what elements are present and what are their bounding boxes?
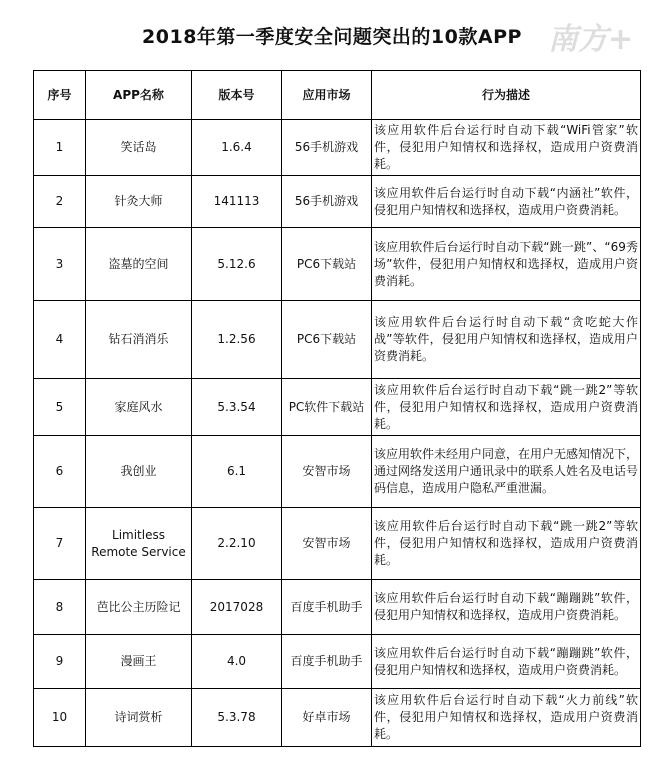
row-version: 2.2.10 (192, 508, 282, 580)
row-app-name: 漫画王 (86, 635, 192, 689)
table-header-row (34, 71, 641, 120)
app-table (33, 70, 641, 747)
row-version: 141113 (192, 176, 282, 228)
row-app-name: 诗词赏析 (86, 689, 192, 747)
row-no: 8 (34, 580, 86, 635)
header-market: 应用市场 (282, 71, 372, 120)
row-market: PC6下载站 (282, 301, 372, 379)
row-app-name: 我创业 (86, 436, 192, 508)
row-market: 百度手机助手 (282, 635, 372, 689)
row-no: 6 (34, 436, 86, 508)
row-no: 2 (34, 176, 86, 228)
row-description: 该应用软件后台运行时自动下载“跳一跳2”等软件，侵犯用户知情权和选择权，造成用户资费消耗。 (372, 379, 641, 436)
row-version: 4.0 (192, 635, 282, 689)
table-row (34, 120, 641, 176)
row-no: 9 (34, 635, 86, 689)
watermark-logo: 南方+ (548, 22, 634, 57)
table-row (34, 580, 641, 635)
table-row (34, 508, 641, 580)
table-row (34, 176, 641, 228)
row-app-name: 芭比公主历险记 (86, 580, 192, 635)
row-app-name: 钻石消消乐 (86, 301, 192, 379)
row-description: 该应用软件未经用户同意，在用户无感知情况下，通过网络发送用户通讯录中的联系人姓名及电话号码信息，造成用户隐私严重泄漏。 (372, 436, 641, 508)
row-version: 1.2.56 (192, 301, 282, 379)
row-version: 2017028 (192, 580, 282, 635)
row-description: 该应用软件后台运行时自动下载“内涵社”软件，侵犯用户知情权和选择权，造成用户资费消耗。 (372, 176, 641, 228)
row-description: 该应用软件后台运行时自动下载“火力前线”软件，侵犯用户知情权和选择权，造成用户资费消耗。 (372, 689, 641, 747)
row-version: 5.12.6 (192, 228, 282, 301)
row-no: 3 (34, 228, 86, 301)
row-description: 该应用软件后台运行时自动下载“贪吃蛇大作战”等软件，侵犯用户知情权和选择权，造成用户资费消耗。 (372, 301, 641, 379)
header-no: 序号 (34, 71, 86, 120)
row-description: 该应用软件后台运行时自动下载“跳一跳”、“69秀场”软件，侵犯用户知情权和选择权，造成用户资费消耗。 (372, 228, 641, 301)
row-app-name: 笑话岛 (86, 120, 192, 176)
header-description: 行为描述 (372, 71, 641, 120)
row-version: 1.6.4 (192, 120, 282, 176)
row-market: 百度手机助手 (282, 580, 372, 635)
header-app-name: APP名称 (86, 71, 192, 120)
table-row (34, 635, 641, 689)
table-row (34, 436, 641, 508)
row-description: 该应用软件后台运行时自动下载“跳一跳2”等软件，侵犯用户知情权和选择权，造成用户资费消耗。 (372, 508, 641, 580)
row-version: 5.3.78 (192, 689, 282, 747)
row-app-name: Limitless Remote Service (86, 508, 192, 580)
row-app-name: 盗墓的空间 (86, 228, 192, 301)
row-no: 1 (34, 120, 86, 176)
row-app-name: 家庭风水 (86, 379, 192, 436)
row-market: 安智市场 (282, 508, 372, 580)
page-title: 2018年第一季度安全问题突出的10款APP (142, 26, 522, 48)
row-no: 7 (34, 508, 86, 580)
table-row (34, 228, 641, 301)
row-market: 安智市场 (282, 436, 372, 508)
row-market: 好卓市场 (282, 689, 372, 747)
row-version: 6.1 (192, 436, 282, 508)
row-description: 该应用软件后台运行时自动下载“蹦蹦跳”软件，侵犯用户知情权和选择权，造成用户资费消耗。 (372, 580, 641, 635)
row-market: PC6下载站 (282, 228, 372, 301)
row-version: 5.3.54 (192, 379, 282, 436)
row-no: 4 (34, 301, 86, 379)
header-version: 版本号 (192, 71, 282, 120)
table-row (34, 379, 641, 436)
table-row (34, 689, 641, 747)
row-market: PC软件下载站 (282, 379, 372, 436)
row-app-name: 针灸大师 (86, 176, 192, 228)
row-description: 该应用软件后台运行时自动下载“WiFi管家”软件，侵犯用户知情权和选择权，造成用户资费消耗。 (372, 120, 641, 176)
table-row (34, 301, 641, 379)
row-market: 56手机游戏 (282, 176, 372, 228)
row-market: 56手机游戏 (282, 120, 372, 176)
row-no: 10 (34, 689, 86, 747)
row-no: 5 (34, 379, 86, 436)
row-description: 该应用软件后台运行时自动下载“蹦蹦跳”软件，侵犯用户知情权和选择权，造成用户资费消耗。 (372, 635, 641, 689)
